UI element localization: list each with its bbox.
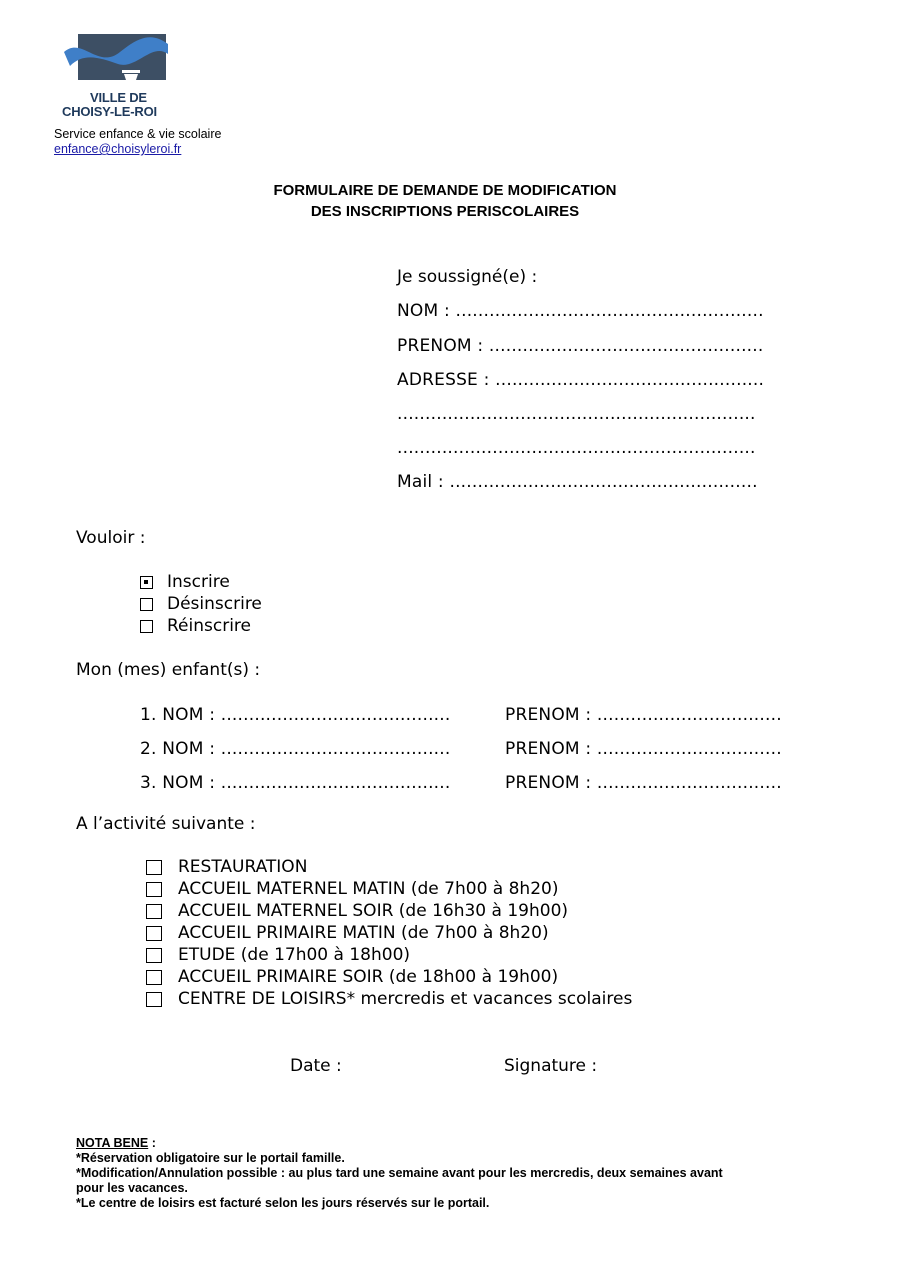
city-logo	[64, 30, 168, 86]
nota-bene-heading	[76, 1136, 156, 1150]
nota-line-1: *Réservation obligatoire sur le portail famille.	[76, 1151, 345, 1165]
child-1-prenom-field[interactable]: PRENOM : .................................	[505, 705, 782, 725]
desinscrire-label: Désinscrire	[167, 594, 262, 614]
adresse-line2-field[interactable]: ................................................................	[397, 404, 756, 424]
prenom-field[interactable]: PRENOM : .................................................	[397, 336, 764, 356]
child-2-nom-field[interactable]: 2. NOM : .........................................	[140, 739, 451, 759]
service-email-link[interactable]: enfance@choisyleroi.fr	[54, 142, 182, 156]
activity-label: ACCUEIL PRIMAIRE SOIR (de 18h00 à 19h00)	[178, 967, 559, 987]
nota-line-2: *Modification/Annulation possible : au plus tard une semaine avant pour les mercredis, deux semaines avant	[76, 1166, 723, 1180]
activities-label: A l’activité suivante :	[76, 814, 256, 834]
inscrire-checkbox[interactable]	[140, 576, 153, 589]
signature-field[interactable]: Signature :	[504, 1056, 598, 1076]
child-2-prenom-field[interactable]: PRENOM : .................................	[505, 739, 782, 759]
activity-label: ACCUEIL PRIMAIRE MATIN (de 7h00 à 8h20)	[178, 923, 549, 943]
nota-line-3: pour les vacances.	[76, 1181, 188, 1195]
adresse-field[interactable]: ADRESSE : ................................................	[397, 370, 765, 390]
vouloir-label: Vouloir :	[76, 528, 146, 548]
mail-field[interactable]: Mail : .......................................................	[397, 472, 758, 492]
identity-intro: Je soussigné(e) :	[397, 267, 538, 287]
adresse-line3-field[interactable]: ................................................................	[397, 438, 756, 458]
activity-checkbox[interactable]	[146, 860, 162, 875]
activity-label: ACCUEIL MATERNEL SOIR (de 16h30 à 19h00)	[178, 901, 569, 921]
city-name-line1: VILLE DE	[90, 90, 147, 105]
reinscrire-checkbox[interactable]	[140, 620, 153, 633]
inscrire-label: Inscrire	[167, 572, 230, 592]
activity-label: RESTAURATION	[178, 857, 308, 877]
desinscrire-checkbox[interactable]	[140, 598, 153, 611]
nota-line-4: *Le centre de loisirs est facturé selon les jours réservés sur le portail.	[76, 1196, 490, 1210]
child-3-prenom-field[interactable]: PRENOM : .................................	[505, 773, 782, 793]
activity-checkbox[interactable]	[146, 970, 162, 985]
activity-label: ETUDE (de 17h00 à 18h00)	[178, 945, 411, 965]
form-title-line1: FORMULAIRE DE DEMANDE DE MODIFICATION	[273, 182, 617, 199]
service-name: Service enfance & vie scolaire	[54, 127, 222, 141]
date-field[interactable]: Date :	[290, 1056, 342, 1076]
activity-label: CENTRE DE LOISIRS* mercredis et vacances scolaires	[178, 989, 633, 1009]
nota-bene-colon: :	[148, 1136, 156, 1150]
checked-mark	[144, 580, 148, 584]
activity-checkbox[interactable]	[146, 904, 162, 919]
children-label: Mon (mes) enfant(s) :	[76, 660, 261, 680]
reinscrire-label: Réinscrire	[167, 616, 251, 636]
activity-label: ACCUEIL MATERNEL MATIN (de 7h00 à 8h20)	[178, 879, 559, 899]
nota-bene-title: NOTA BENE	[76, 1136, 149, 1150]
nom-field[interactable]: NOM : .......................................................	[397, 301, 764, 321]
child-3-nom-field[interactable]: 3. NOM : .........................................	[140, 773, 451, 793]
activity-checkbox[interactable]	[146, 926, 162, 941]
form-title-line2: DES INSCRIPTIONS PERISCOLAIRES	[310, 203, 580, 220]
activity-checkbox[interactable]	[146, 882, 162, 897]
city-name-line2: CHOISY-LE-ROI	[62, 104, 157, 119]
activity-checkbox[interactable]	[146, 948, 162, 963]
child-1-nom-field[interactable]: 1. NOM : .........................................	[140, 705, 451, 725]
activity-checkbox[interactable]	[146, 992, 162, 1007]
